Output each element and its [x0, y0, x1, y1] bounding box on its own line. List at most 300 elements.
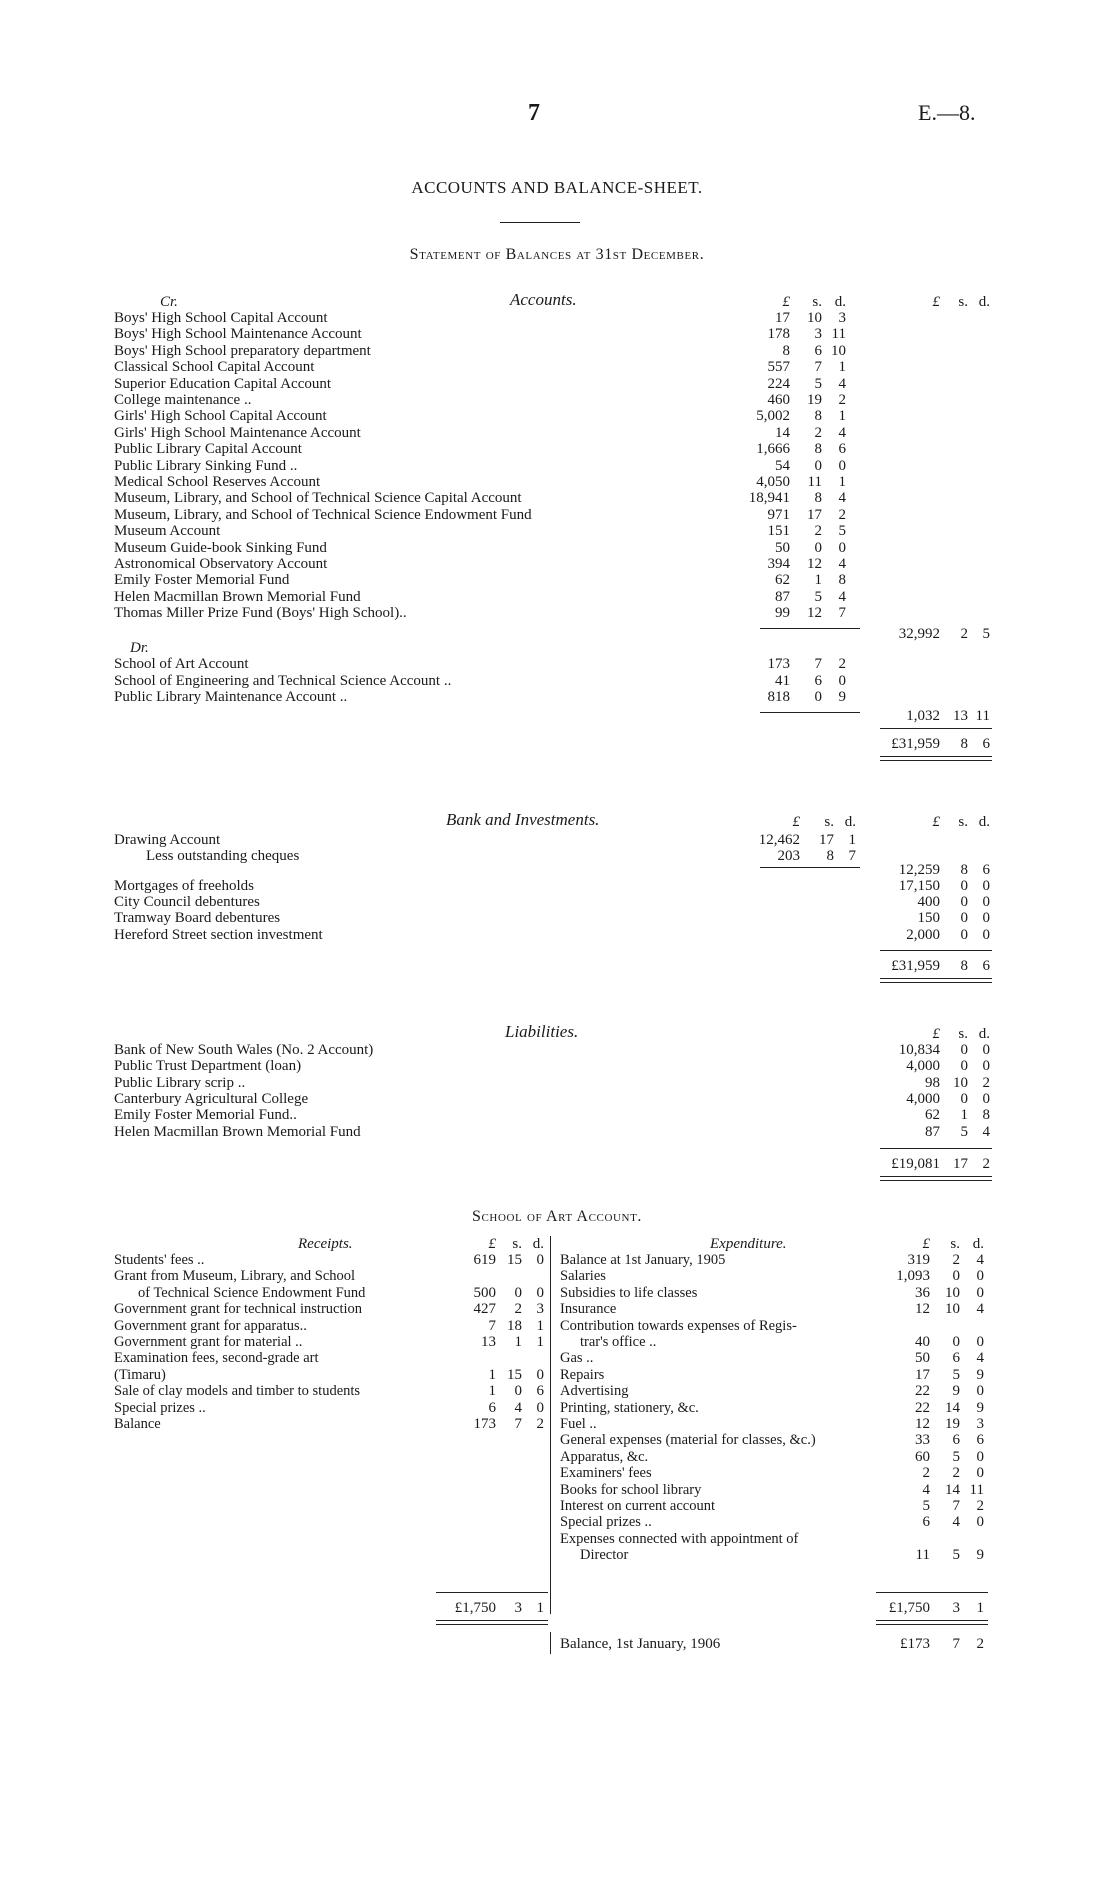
net-total-shillings: 8 — [960, 736, 968, 752]
expenditure-pounds: 1,093 — [896, 1268, 930, 1285]
receipt-pence: 1 — [536, 1317, 544, 1334]
bank-inner-d-head: d. — [844, 814, 856, 830]
expenditure-label: Subsidies to life classes — [560, 1284, 698, 1301]
cr-item-pence: 11 — [831, 326, 846, 343]
dr-item-pounds: 173 — [767, 656, 790, 672]
investment-shillings: 0 — [960, 894, 968, 911]
cr-item-pence: 1 — [838, 359, 846, 376]
balance-1906-pence: 2 — [976, 1636, 984, 1652]
bank-rule-bottom-2 — [880, 982, 992, 983]
liability-pence: 0 — [982, 1058, 990, 1075]
page-reference: E.—8. — [918, 100, 976, 125]
cr-item-label: Girls' High School Maintenance Account — [114, 424, 361, 441]
receipt-label: Government grant for apparatus.. — [114, 1317, 307, 1334]
accounts-inner-pound-head: £ — [782, 294, 790, 310]
liability-label: Canterbury Agricultural College — [114, 1090, 309, 1107]
liabilities-rule-top — [880, 1148, 992, 1149]
investment-shillings: 0 — [960, 878, 968, 894]
cr-item-shillings: 5 — [814, 588, 822, 605]
receipt-label: Examination fees, second-grade art — [114, 1350, 319, 1367]
cr-item-pence: 4 — [838, 490, 846, 507]
dr-item-pence: 0 — [838, 672, 846, 689]
expenditure-label: Expenses connected with appointment of — [560, 1530, 799, 1547]
investment-label: Hereford Street section investment — [114, 926, 323, 943]
expenditure-pounds: 2 — [922, 1465, 930, 1482]
cr-total-pence: 5 — [982, 626, 990, 642]
cr-item-pounds: 4,050 — [756, 474, 790, 490]
receipt-pounds: 1 — [488, 1383, 496, 1400]
cr-item-label: Medical School Reserves Account — [114, 474, 321, 490]
expenditure-label: Salaries — [560, 1268, 606, 1285]
cr-item-label: Astronomical Observatory Account — [114, 556, 328, 572]
bank-total-shillings: 8 — [960, 958, 968, 974]
liability-pence: 0 — [982, 1090, 990, 1107]
expenditure-heading: Expenditure. — [710, 1236, 787, 1252]
receipt-pence: 0 — [536, 1366, 544, 1383]
cr-item-pounds: 224 — [767, 375, 790, 392]
cr-total-shillings: 2 — [960, 626, 968, 642]
cr-item-shillings: 8 — [814, 490, 822, 507]
investment-pounds: 17,150 — [898, 878, 940, 894]
receipt-shillings: 15 — [507, 1366, 522, 1383]
investment-pence: 0 — [982, 910, 990, 927]
expenditure-pounds: 50 — [915, 1350, 930, 1367]
dr-item-label: Public Library Maintenance Account .. — [114, 689, 348, 705]
investment-shillings: 0 — [960, 910, 968, 927]
receipts-rule-bottom-1 — [436, 1620, 548, 1621]
receipt-label: Government grant for technical instruction — [114, 1301, 363, 1318]
investment-label: Mortgages of freeholds — [114, 878, 254, 894]
receipt-pounds: 619 — [473, 1252, 496, 1268]
expenditure-pound-head: £ — [922, 1236, 930, 1252]
expenditure-shillings: 4 — [952, 1514, 960, 1531]
expenditure-total-shillings: 3 — [952, 1600, 960, 1616]
bank-outer-pound-head: £ — [932, 814, 940, 830]
receipts-total-pence: 1 — [536, 1600, 544, 1616]
expenditure-label: Advertising — [560, 1383, 629, 1400]
expenditure-s-head: s. — [950, 1236, 960, 1252]
expenditure-pence: 9 — [976, 1547, 984, 1564]
expenditure-shillings: 5 — [952, 1366, 960, 1383]
receipt-pence: 0 — [536, 1399, 544, 1416]
receipts-s-head: s. — [512, 1236, 522, 1252]
investment-pounds: 150 — [917, 910, 940, 927]
accounts-heading: Accounts. — [510, 290, 577, 309]
receipt-label: Grant from Museum, Library, and School — [114, 1268, 356, 1285]
accounts-inner-s-head: s. — [812, 294, 822, 310]
receipts-rule-bottom-2 — [436, 1624, 548, 1625]
drawing-account-shillings: 17 — [819, 832, 834, 848]
expenditure-shillings: 0 — [952, 1334, 960, 1350]
receipt-pounds: 7 — [488, 1317, 496, 1334]
cr-label: Cr. — [160, 294, 178, 310]
expenditure-shillings: 14 — [945, 1481, 960, 1498]
expenditure-shillings: 2 — [952, 1465, 960, 1482]
bank-rule-bottom-1 — [880, 978, 992, 979]
bank-outer-d-head: d. — [978, 814, 990, 830]
receipts-total-shillings: 3 — [514, 1600, 522, 1616]
expenditure-pounds: 6 — [922, 1514, 930, 1531]
dr-total-pounds: 1,032 — [906, 708, 940, 724]
cr-item-label: Superior Education Capital Account — [114, 375, 332, 392]
liability-shillings: 5 — [960, 1123, 968, 1140]
expenditure-rule-bottom-1 — [876, 1620, 988, 1621]
cr-item-pounds: 971 — [767, 506, 790, 523]
investment-pounds: 400 — [917, 894, 940, 911]
title-rule — [500, 222, 580, 223]
expenditure-label: General expenses (material for classes, &c.) — [560, 1432, 816, 1449]
expenditure-rule-top — [876, 1592, 988, 1593]
receipt-label: Balance — [114, 1416, 161, 1432]
dr-item-pence: 2 — [838, 656, 846, 672]
statement-title: Statement of Balances at 31st December. — [409, 246, 705, 263]
expenditure-label: Fuel .. — [560, 1416, 597, 1432]
dr-item-pence: 9 — [838, 689, 846, 705]
receipt-shillings: 0 — [514, 1383, 522, 1400]
receipt-pence: 0 — [536, 1252, 544, 1268]
receipt-pence: 0 — [536, 1284, 544, 1301]
bank-rule-top — [880, 950, 992, 951]
cr-item-shillings: 11 — [807, 474, 822, 490]
drawing-account-pounds: 12,462 — [758, 832, 800, 848]
expenditure-pence: 4 — [976, 1350, 984, 1367]
liabilities-total-shillings: 17 — [953, 1156, 968, 1172]
expenditure-label: Interest on current account — [560, 1498, 715, 1514]
bank-total-pounds: £31,959 — [891, 958, 940, 974]
accounts-outer-s-head: s. — [958, 294, 968, 310]
investment-shillings: 0 — [960, 926, 968, 943]
liabilities-rule-bottom-1 — [880, 1176, 992, 1177]
cr-item-pence: 4 — [838, 375, 846, 392]
expenditure-label: Insurance — [560, 1301, 617, 1318]
expenditure-label: trar's office .. — [580, 1334, 657, 1350]
cr-item-label: Emily Foster Memorial Fund — [114, 572, 290, 589]
balance-1906-shillings: 7 — [952, 1636, 960, 1652]
dr-item-label: School of Art Account — [114, 656, 249, 672]
bank-inner-s-head: s. — [824, 814, 834, 830]
cr-item-pounds: 87 — [775, 588, 790, 605]
expenditure-pence: 9 — [976, 1366, 984, 1383]
expenditure-pence: 4 — [976, 1252, 984, 1268]
liability-label: Public Trust Department (loan) — [114, 1058, 302, 1075]
expenditure-label: Director — [580, 1547, 629, 1564]
investment-label: City Council debentures — [114, 894, 260, 911]
expenditure-label: Apparatus, &c. — [560, 1448, 649, 1465]
cr-item-pence: 0 — [838, 457, 846, 474]
liability-label: Emily Foster Memorial Fund.. — [114, 1107, 297, 1124]
expenditure-shillings: 5 — [952, 1547, 960, 1564]
expenditure-shillings: 0 — [952, 1268, 960, 1285]
dr-label: Dr. — [130, 640, 149, 656]
cr-item-pence: 2 — [838, 506, 846, 523]
bank-inner-pound-head: £ — [792, 814, 800, 830]
drawing-net-pounds: 12,259 — [898, 862, 940, 878]
net-total-pence: 6 — [982, 736, 990, 752]
expenditure-pence: 0 — [976, 1334, 984, 1350]
less-cheques-pence: 7 — [848, 848, 856, 864]
expenditure-pence: 6 — [976, 1432, 984, 1449]
liability-label: Helen Macmillan Brown Memorial Fund — [114, 1123, 361, 1140]
receipt-pounds: 6 — [488, 1399, 496, 1416]
receipt-pounds: 500 — [473, 1284, 496, 1301]
expenditure-pence: 0 — [976, 1268, 984, 1285]
expenditure-label: Examiners' fees — [560, 1465, 652, 1482]
cr-item-pence: 3 — [838, 310, 846, 326]
liability-shillings: 0 — [960, 1058, 968, 1075]
expenditure-d-head: d. — [972, 1236, 984, 1252]
less-cheques-label: Less outstanding cheques — [146, 848, 300, 864]
receipt-pence: 1 — [536, 1334, 544, 1350]
cr-item-pounds: 460 — [767, 392, 790, 408]
liability-shillings: 10 — [953, 1074, 968, 1091]
accounts-outer-pound-head: £ — [932, 294, 940, 310]
liability-pence: 0 — [982, 1042, 990, 1058]
expenditure-shillings: 2 — [952, 1252, 960, 1268]
net-rule-bottom-1 — [880, 756, 992, 757]
receipt-pounds: 427 — [473, 1301, 496, 1318]
receipt-label: Government grant for material .. — [114, 1334, 303, 1350]
receipts-d-head: d. — [532, 1236, 544, 1252]
receipt-pence: 6 — [536, 1383, 544, 1400]
cr-item-label: Museum, Library, and School of Technical Science Endowment Fund — [114, 506, 532, 523]
balance-1906-pounds: £173 — [900, 1636, 930, 1652]
cr-item-pence: 10 — [831, 342, 846, 359]
cr-item-pounds: 54 — [775, 457, 790, 474]
liability-pence: 2 — [982, 1074, 990, 1091]
drawing-rule — [760, 867, 860, 868]
dr-total-pence: 11 — [975, 708, 990, 724]
cr-item-pence: 5 — [838, 523, 846, 540]
liability-pounds: 87 — [925, 1123, 940, 1140]
accounts-outer-d-head: d. — [978, 294, 990, 310]
receipt-shillings: 15 — [507, 1252, 522, 1268]
expenditure-pounds: 12 — [915, 1416, 930, 1432]
drawing-account-pence: 1 — [848, 832, 856, 848]
dr-item-pounds: 41 — [775, 672, 790, 689]
liability-pence: 8 — [982, 1107, 990, 1124]
liability-label: Bank of New South Wales (No. 2 Account) — [114, 1042, 374, 1058]
expenditure-label: Printing, stationery, &c. — [560, 1399, 699, 1416]
expenditure-pounds: 17 — [915, 1366, 930, 1383]
expenditure-pence: 0 — [976, 1465, 984, 1482]
art-divider — [550, 1236, 551, 1614]
net-total-pounds: £31,959 — [891, 736, 940, 752]
expenditure-rule-bottom-2 — [876, 1624, 988, 1625]
liabilities-s-head: s. — [958, 1026, 968, 1042]
liabilities-pound-head: £ — [932, 1026, 940, 1042]
cr-item-shillings: 17 — [807, 506, 822, 523]
cr-item-shillings: 6 — [814, 342, 822, 359]
cr-item-pence: 4 — [838, 588, 846, 605]
receipt-label: Students' fees .. — [114, 1252, 205, 1268]
expenditure-shillings: 7 — [952, 1498, 960, 1514]
expenditure-pence: 11 — [969, 1481, 984, 1498]
drawing-net-pence: 6 — [982, 862, 990, 878]
cr-item-shillings: 19 — [807, 392, 822, 408]
expenditure-pence: 0 — [976, 1383, 984, 1400]
expenditure-label: Gas .. — [560, 1350, 594, 1367]
cr-total-pounds: 32,992 — [898, 626, 940, 642]
receipt-label: Special prizes .. — [114, 1399, 206, 1416]
receipts-total-pounds: £1,750 — [454, 1600, 496, 1616]
investment-pence: 0 — [982, 926, 990, 943]
cr-item-pounds: 8 — [782, 342, 790, 359]
cr-item-label: Boys' High School preparatory department — [114, 342, 371, 359]
cr-item-pounds: 178 — [767, 326, 790, 343]
cr-item-label: Museum Account — [114, 523, 221, 540]
receipts-pound-head: £ — [488, 1236, 496, 1252]
less-cheques-pounds: 203 — [777, 848, 800, 864]
receipt-pounds: 13 — [481, 1334, 496, 1350]
expenditure-pounds: 5 — [922, 1498, 930, 1514]
cr-item-shillings: 2 — [814, 424, 822, 441]
receipt-pence: 3 — [536, 1301, 544, 1318]
art-divider-lower — [550, 1632, 551, 1654]
cr-item-pounds: 50 — [775, 539, 790, 556]
expenditure-label: Balance at 1st January, 1905 — [560, 1252, 726, 1268]
cr-item-pence: 0 — [838, 539, 846, 556]
expenditure-pounds: 22 — [915, 1399, 930, 1416]
cr-item-pounds: 557 — [767, 359, 790, 376]
liabilities-rule-bottom-2 — [880, 1180, 992, 1181]
expenditure-pence: 4 — [976, 1301, 984, 1318]
drawing-net-shillings: 8 — [960, 862, 968, 878]
expenditure-shillings: 6 — [952, 1432, 960, 1449]
cr-item-shillings: 8 — [814, 408, 822, 425]
cr-subtotal-rule — [760, 628, 860, 629]
cr-item-pence: 1 — [838, 408, 846, 425]
receipt-shillings: 18 — [507, 1317, 522, 1334]
cr-item-pence: 6 — [838, 441, 846, 458]
cr-item-pounds: 14 — [775, 424, 790, 441]
expenditure-pounds: 60 — [915, 1448, 930, 1465]
cr-item-pence: 8 — [838, 572, 846, 589]
receipt-pounds: 1 — [488, 1366, 496, 1383]
cr-item-shillings: 12 — [807, 556, 822, 572]
cr-item-label: Public Library Capital Account — [114, 441, 302, 458]
expenditure-shillings: 9 — [952, 1383, 960, 1400]
cr-item-shillings: 12 — [807, 605, 822, 622]
receipt-shillings: 1 — [514, 1334, 522, 1350]
investment-label: Tramway Board debentures — [114, 910, 281, 927]
bank-heading: Bank and Investments. — [446, 810, 600, 829]
expenditure-pounds: 33 — [915, 1432, 930, 1449]
expenditure-pence: 2 — [976, 1498, 984, 1514]
liability-pounds: 4,000 — [906, 1090, 940, 1107]
liability-pounds: 4,000 — [906, 1058, 940, 1075]
cr-item-pence: 7 — [838, 605, 846, 622]
net-rule-top — [880, 728, 992, 729]
expenditure-pence: 0 — [976, 1284, 984, 1301]
expenditure-pounds: 319 — [907, 1252, 930, 1268]
drawing-account-label: Drawing Account — [114, 832, 221, 848]
expenditure-pounds: 40 — [915, 1334, 930, 1350]
expenditure-label: Books for school library — [560, 1481, 702, 1498]
liability-pounds: 10,834 — [898, 1042, 940, 1058]
expenditure-pounds: 22 — [915, 1383, 930, 1400]
expenditure-label: Contribution towards expenses of Regis- — [560, 1317, 797, 1334]
receipt-shillings: 2 — [514, 1301, 522, 1318]
expenditure-shillings: 10 — [945, 1284, 960, 1301]
cr-item-shillings: 2 — [814, 523, 822, 540]
receipt-shillings: 7 — [514, 1416, 522, 1432]
cr-item-shillings: 5 — [814, 375, 822, 392]
cr-item-shillings: 3 — [814, 326, 822, 343]
liability-shillings: 0 — [960, 1042, 968, 1058]
expenditure-pence: 0 — [976, 1514, 984, 1531]
expenditure-label: Special prizes .. — [560, 1514, 652, 1531]
expenditure-pounds: 36 — [915, 1284, 930, 1301]
receipt-label: Sale of clay models and timber to students — [114, 1383, 361, 1400]
dr-item-shillings: 6 — [814, 672, 822, 689]
page-title: ACCOUNTS AND BALANCE-SHEET. — [411, 178, 703, 197]
cr-item-pounds: 17 — [775, 310, 790, 326]
cr-item-pounds: 5,002 — [756, 408, 790, 425]
balance-1906-label: Balance, 1st January, 1906 — [560, 1636, 721, 1652]
liabilities-d-head: d. — [978, 1026, 990, 1042]
liability-shillings: 0 — [960, 1090, 968, 1107]
receipt-shillings: 4 — [514, 1399, 522, 1416]
expenditure-total-pence: 1 — [976, 1600, 984, 1616]
cr-item-label: Museum, Library, and School of Technical Science Capital Account — [114, 490, 522, 507]
cr-item-pence: 1 — [838, 474, 846, 490]
cr-item-pence: 4 — [838, 424, 846, 441]
liability-pence: 4 — [982, 1123, 990, 1140]
cr-item-label: Museum Guide-book Sinking Fund — [114, 539, 327, 556]
expenditure-shillings: 14 — [945, 1399, 960, 1416]
investment-pounds: 2,000 — [906, 926, 940, 943]
cr-item-pence: 4 — [838, 556, 846, 572]
investment-pence: 0 — [982, 894, 990, 911]
dr-subtotal-rule — [760, 712, 860, 713]
expenditure-total-pounds: £1,750 — [888, 1600, 930, 1616]
dr-item-pounds: 818 — [767, 689, 790, 705]
cr-item-pounds: 99 — [775, 605, 790, 622]
cr-item-label: Boys' High School Capital Account — [114, 310, 328, 326]
cr-item-pounds: 62 — [775, 572, 790, 589]
liabilities-total-pounds: £19,081 — [891, 1156, 940, 1172]
expenditure-pence: 3 — [976, 1416, 984, 1432]
expenditure-pence: 9 — [976, 1399, 984, 1416]
cr-item-pounds: 151 — [767, 523, 790, 540]
expenditure-pounds: 11 — [915, 1547, 930, 1564]
expenditure-pence: 0 — [976, 1448, 984, 1465]
receipt-pounds: 173 — [473, 1416, 496, 1432]
cr-item-label: Classical School Capital Account — [114, 359, 315, 376]
net-rule-bottom-2 — [880, 760, 992, 761]
liability-pounds: 98 — [925, 1074, 940, 1091]
bank-outer-s-head: s. — [958, 814, 968, 830]
art-account-title: School of Art Account. — [471, 1208, 642, 1225]
dr-item-shillings: 0 — [814, 689, 822, 705]
cr-item-pence: 2 — [838, 392, 846, 408]
bank-total-pence: 6 — [982, 958, 990, 974]
liability-label: Public Library scrip .. — [114, 1074, 246, 1091]
expenditure-label: Repairs — [560, 1366, 605, 1383]
receipt-pence: 2 — [536, 1416, 544, 1432]
cr-item-shillings: 0 — [814, 457, 822, 474]
cr-item-shillings: 1 — [814, 572, 822, 589]
cr-item-label: Thomas Miller Prize Fund (Boys' High School).. — [114, 605, 407, 622]
dr-total-shillings: 13 — [953, 708, 968, 724]
receipt-shillings: 0 — [514, 1284, 522, 1301]
cr-item-pounds: 1,666 — [756, 441, 790, 458]
cr-item-label: Girls' High School Capital Account — [114, 408, 327, 425]
liability-pounds: 62 — [925, 1107, 940, 1124]
cr-item-label: College maintenance .. — [114, 392, 252, 408]
expenditure-shillings: 6 — [952, 1350, 960, 1367]
liabilities-total-pence: 2 — [982, 1156, 990, 1172]
